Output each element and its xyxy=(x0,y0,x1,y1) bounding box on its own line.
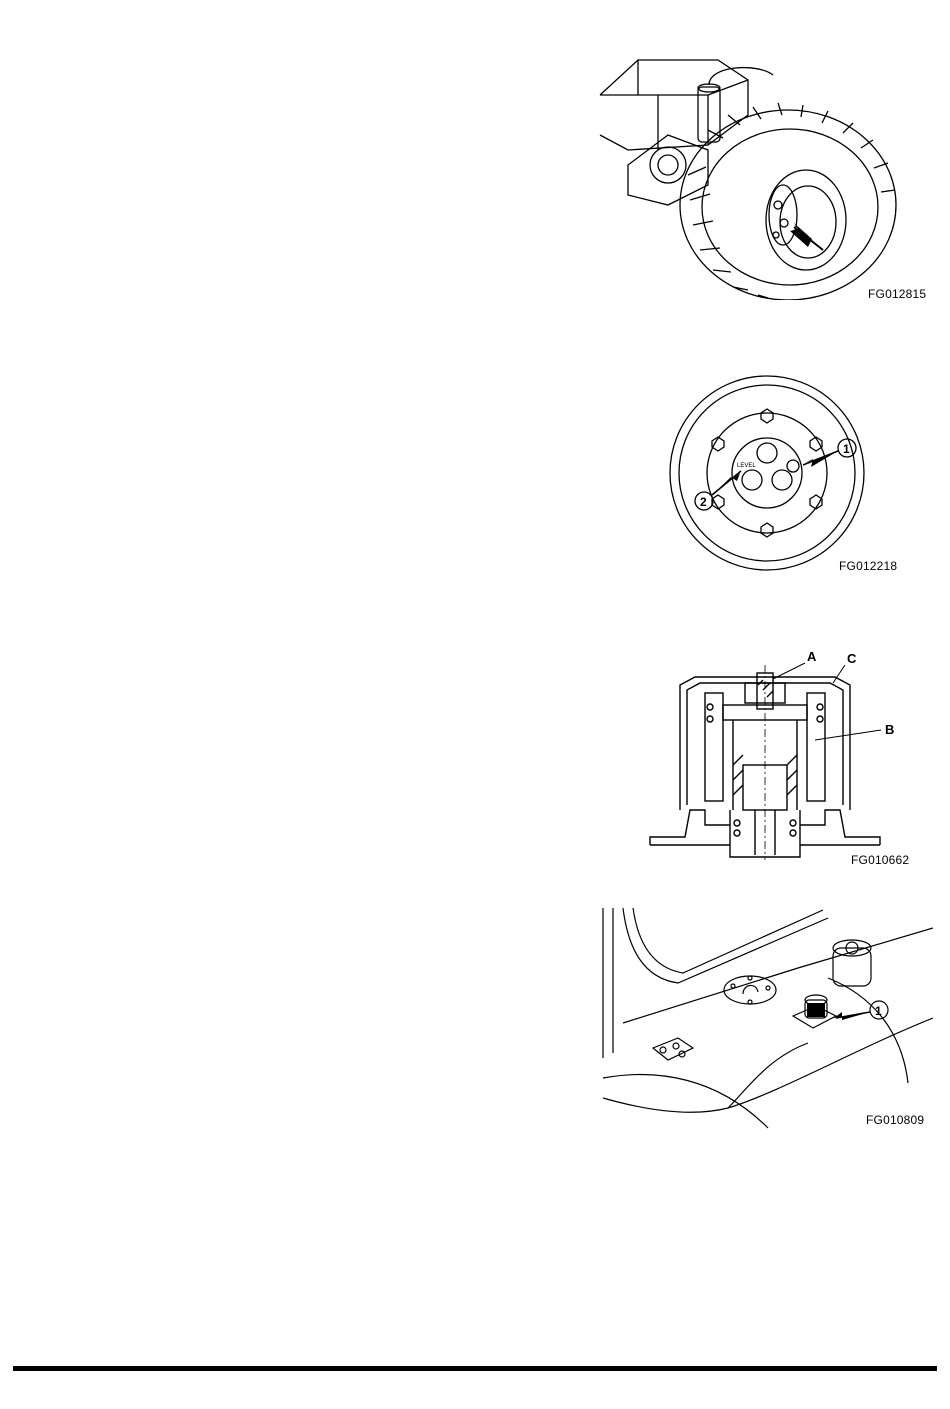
callout-1-label: 1 xyxy=(843,442,850,456)
figure-tank-filter xyxy=(598,908,933,1130)
callout-1-label: 1 xyxy=(875,1004,882,1018)
figure-hub-plugs xyxy=(655,373,935,578)
figure-caption: FG010662 xyxy=(851,853,910,867)
label-c: C xyxy=(847,651,857,666)
label-a: A xyxy=(807,649,817,664)
callout-2-label: 2 xyxy=(700,495,707,509)
figure-caption: FG012218 xyxy=(839,559,898,573)
wheel-hub-illustration xyxy=(598,55,928,300)
svg-text:LEVEL: LEVEL xyxy=(737,463,756,469)
label-b: B xyxy=(885,722,895,737)
figure-caption: FG010809 xyxy=(866,1113,925,1127)
footer-rule xyxy=(13,1366,937,1371)
figure-wheel-hub-drain xyxy=(598,55,928,300)
tank-filter-illustration xyxy=(598,908,933,1130)
cross-section-illustration xyxy=(645,645,930,870)
figure-cross-section xyxy=(645,645,930,870)
figure-caption: FG012815 xyxy=(868,287,927,301)
hub-face-illustration xyxy=(655,373,935,578)
